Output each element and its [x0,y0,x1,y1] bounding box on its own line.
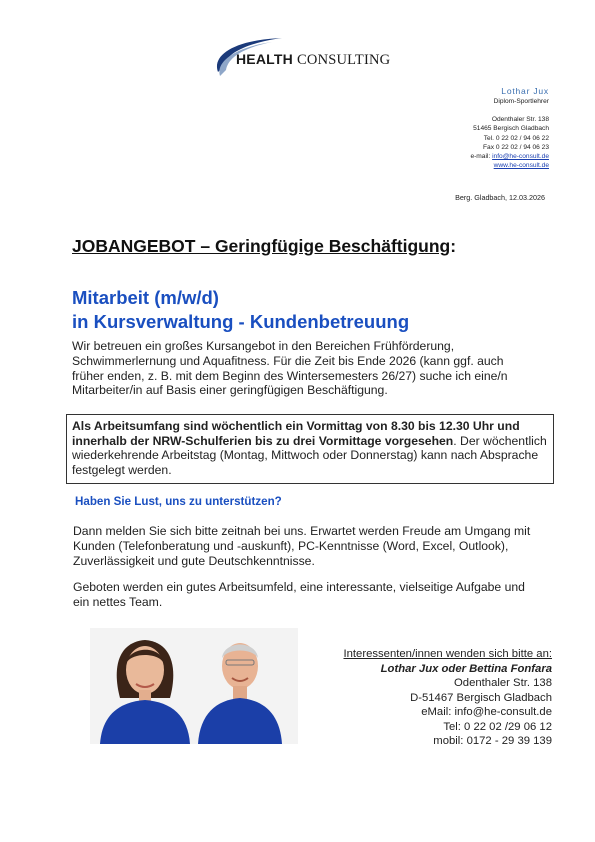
work-scope-text: . Der wöchentlich wiederkehrende Arbeitstag (Montag, Mittwoch oder Donnerstag) kann nach Absprache festgelegt werden. [72,433,547,477]
call-to-action-heading: Haben Sie Lust, uns zu unterstützen? [75,495,282,508]
sender-web-link[interactable]: www.he-consult.de [493,162,549,170]
sender-name: Lothar Jux [501,86,549,96]
job-title [72,286,409,334]
sender-title: Diplom-Sportlehrer [493,98,549,105]
sender-fax: Fax 0 22 02 / 94 06 23 [483,143,549,151]
sender-contact-block [470,86,549,170]
job-offer-heading: JOBANGEBOT – Geringfügige Beschäftigung: [72,236,457,256]
offer-paragraph: Geboten werden ein gutes Arbeitsumfeld, eine interessante, vielseitige Aufgabe und ein nettes Team. [73,580,525,609]
sender-city: 51465 Bergisch Gladbach [473,125,549,133]
contact-email[interactable]: eMail: info@he-consult.de [421,706,552,718]
team-photo [90,628,298,744]
intro-paragraph: Wir betreuen ein großes Kursangebot in den Bereichen Frühförderung, Schwimmerlernung und Aquafitness. Für die Zeit bis Ende 2026 (kann ggf. auch früher enden, z. B. mit dem Beginn des Wintersemesters 26/27) suche ich eine/n Mitarbeiter/in auf Basis einer geringfügigen Beschäftigung. [72,339,508,398]
contact-street: Odenthaler Str. 138 [454,677,552,689]
contact-tel: Tel: 0 22 02 /29 06 12 [443,720,552,733]
sender-street: Odenthaler Str. 138 [491,116,549,124]
contact-persons: Lothar Jux oder Bettina Fonfara [380,662,552,675]
work-scope-box [66,414,554,484]
job-title-line1: Mitarbeit (m/w/d) [72,287,219,308]
sender-tel: Tel. 0 22 02 / 94 06 22 [483,134,549,142]
application-contact-block [343,647,552,749]
work-scope-bold: Als Arbeitsumfang sind wöchentlich ein Vormittag von 8.30 bis 12.30 Uhr und innerhalb der NRW-Schulferien bis zu drei Vormittage vorgesehen [72,419,520,448]
application-contact-header: Interessenten/innen wenden sich bitte an: [343,648,552,660]
letter-date: Berg. Gladbach, 12.03.2026 [455,193,545,202]
logo-wordmark: HEALTH CONSULTING [236,51,391,68]
job-title-line2: in Kursverwaltung - Kundenbetreuung [72,311,410,332]
contact-city: D-51467 Bergisch Gladbach [410,691,552,704]
team-photo-illustration [90,628,298,744]
contact-mobil: mobil: 0172 - 29 39 139 [433,735,552,747]
requirements-paragraph: Dann melden Sie sich bitte zeitnah bei uns. Erwartet werden Freude am Umgang mit Kunden (Telefonberatung und -auskunft), PC-Kenntnisse (Word, Excel, Outlook), Zuverlässigkeit und gute Deutschkenntnisse. [73,524,531,568]
sender-email-row: e-mail: info@he-consult.de [470,153,549,161]
sender-email-link[interactable]: info@he-consult.de [492,153,549,161]
